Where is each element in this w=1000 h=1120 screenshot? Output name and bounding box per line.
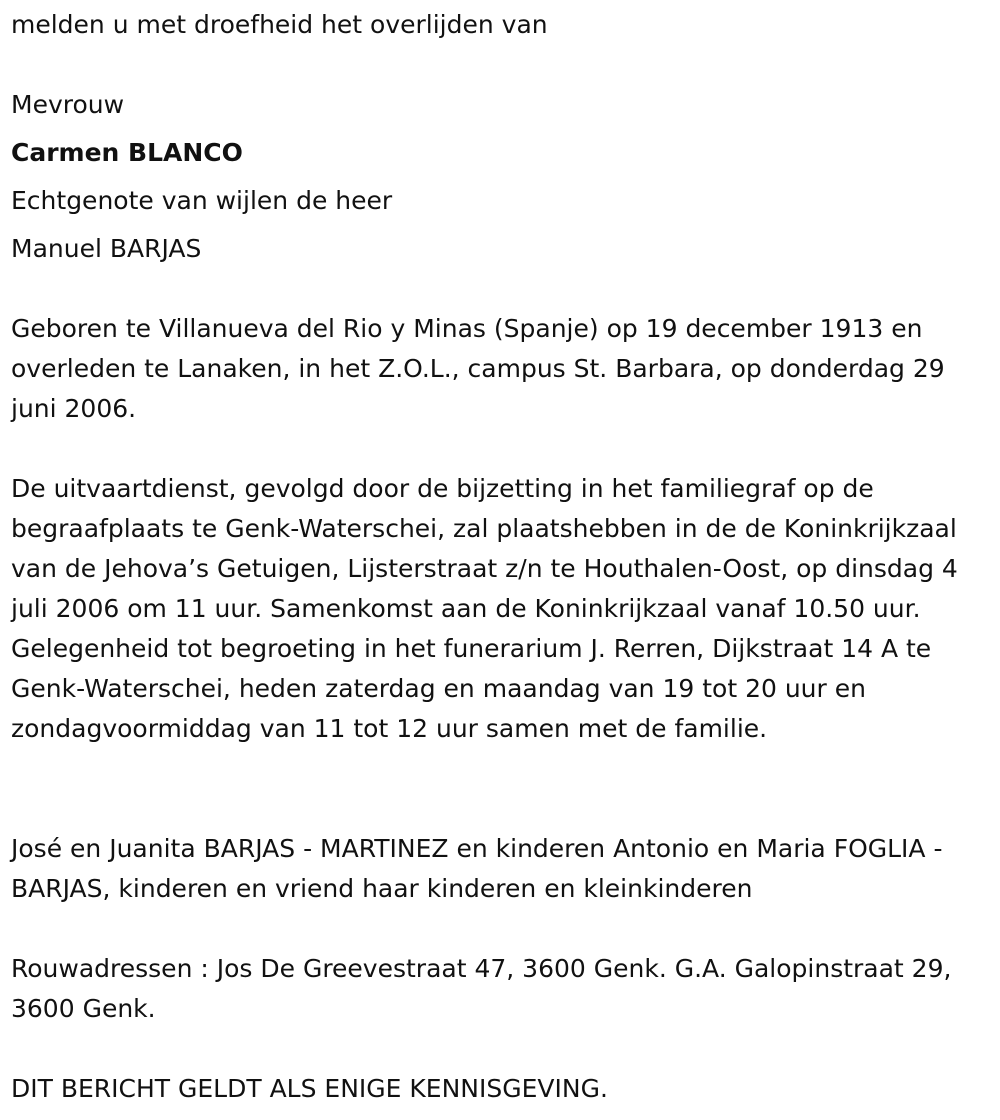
addresses-paragraph: Rouwadressen : Jos De Greevestraat 47, 3600 Genk. G.A. Galopinstraat 29, 3600 Genk. [11, 954, 952, 1023]
deceased-name: Carmen BLANCO [11, 138, 243, 167]
spouse-name: Manuel BARJAS [11, 234, 202, 263]
intro-text: melden u met droefheid het overlijden van [11, 10, 548, 39]
family-paragraph: José en Juanita BARJAS - MARTINEZ en kinderen Antonio en Maria FOGLIA - BARJAS, kinderen en vriend haar kinderen en kleinkinderen [11, 834, 943, 903]
funeral-paragraph: De uitvaartdienst, gevolgd door de bijzetting in het familiegraf op de begraafplaats te Genk-Waterschei, zal plaatshebben in de de Koninkrijkzaal van de Jehova’s Getuigen, Lijsterstraat z/n te Houthalen-Oost, op dinsdag 4 juli 2006 om 11 uur. Samenkomst aan de Koninkrijkzaal vanaf 10.50 uur. Gelegenheid tot begroeting in het funerarium J. Rerren, Dijkstraat 14 A te Genk-Waterschei, heden zaterdag en maandag van 19 tot 20 uur en zondagvoormiddag van 11 tot 12 uur samen met de familie. [11, 474, 958, 743]
salutation: Mevrouw [11, 90, 125, 119]
relation-text: Echtgenote van wijlen de heer [11, 186, 393, 215]
birth-death-paragraph: Geboren te Villanueva del Rio y Minas (Spanje) op 19 december 1913 en overleden te Lanaken, in het Z.O.L., campus St. Barbara, op donderdag 29 juni 2006. [11, 314, 945, 423]
notice-text: DIT BERICHT GELDT ALS ENIGE KENNISGEVING. [11, 1074, 608, 1103]
